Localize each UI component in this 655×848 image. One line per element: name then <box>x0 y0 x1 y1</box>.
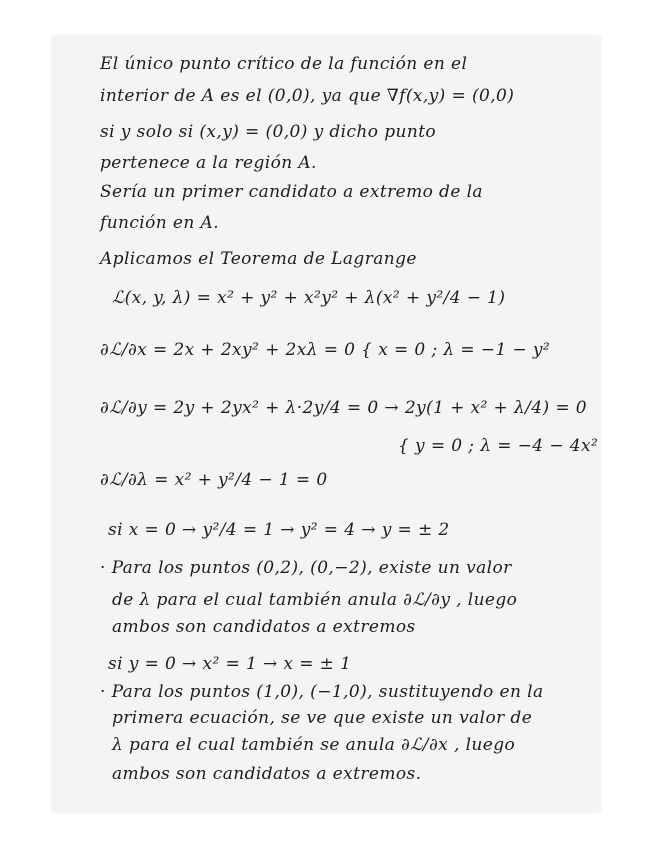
text-line: interior de A es el (0,0), ya que ∇f(x,y) = (0,0) <box>100 86 515 106</box>
text-line: pertenece a la región A. <box>100 153 317 173</box>
text-line: si y solo si (x,y) = (0,0) y dicho punto <box>100 122 437 142</box>
partial-lambda-equation: ∂ℒ/∂λ = x² + y²/4 − 1 = 0 <box>100 470 328 490</box>
text-line: · Para los puntos (0,2), (0,−2), existe un valor <box>100 558 512 578</box>
text-line: Sería un primer candidato a extremo de la <box>100 182 483 202</box>
case-y-zero: si y = 0 → x² = 1 → x = ± 1 <box>108 654 352 674</box>
partial-y-equation: ∂ℒ/∂y = 2y + 2yx² + λ·2y/4 = 0 → 2y(1 + x² + λ/4) = 0 <box>100 398 588 418</box>
text-line: ambos son candidatos a extremos. <box>112 764 422 784</box>
text-line: primera ecuación, se ve que existe un valor de <box>112 708 533 728</box>
partial-y-solution: { y = 0 ; λ = −4 − 4x² <box>398 436 599 456</box>
text-line: λ para el cual también se anula ∂ℒ/∂x , luego <box>112 735 516 755</box>
text-line: función en A. <box>100 213 220 233</box>
text-line: El único punto crítico de la función en el <box>100 54 468 74</box>
section-heading: Aplicamos el Teorema de Lagrange <box>100 249 417 269</box>
text-line: ambos son candidatos a extremos <box>112 617 416 637</box>
partial-x-equation: ∂ℒ/∂x = 2x + 2xy² + 2xλ = 0 { x = 0 ; λ = −1 − y² <box>100 340 551 360</box>
text-line: de λ para el cual también anula ∂ℒ/∂y , luego <box>112 590 518 610</box>
case-x-zero: si x = 0 → y²/4 = 1 → y² = 4 → y = ± 2 <box>108 520 450 540</box>
lagrangian-equation: ℒ(x, y, λ) = x² + y² + x²y² + λ(x² + y²/4 − 1) <box>112 288 506 308</box>
text-line: · Para los puntos (1,0), (−1,0), sustituyendo en la <box>100 682 544 702</box>
